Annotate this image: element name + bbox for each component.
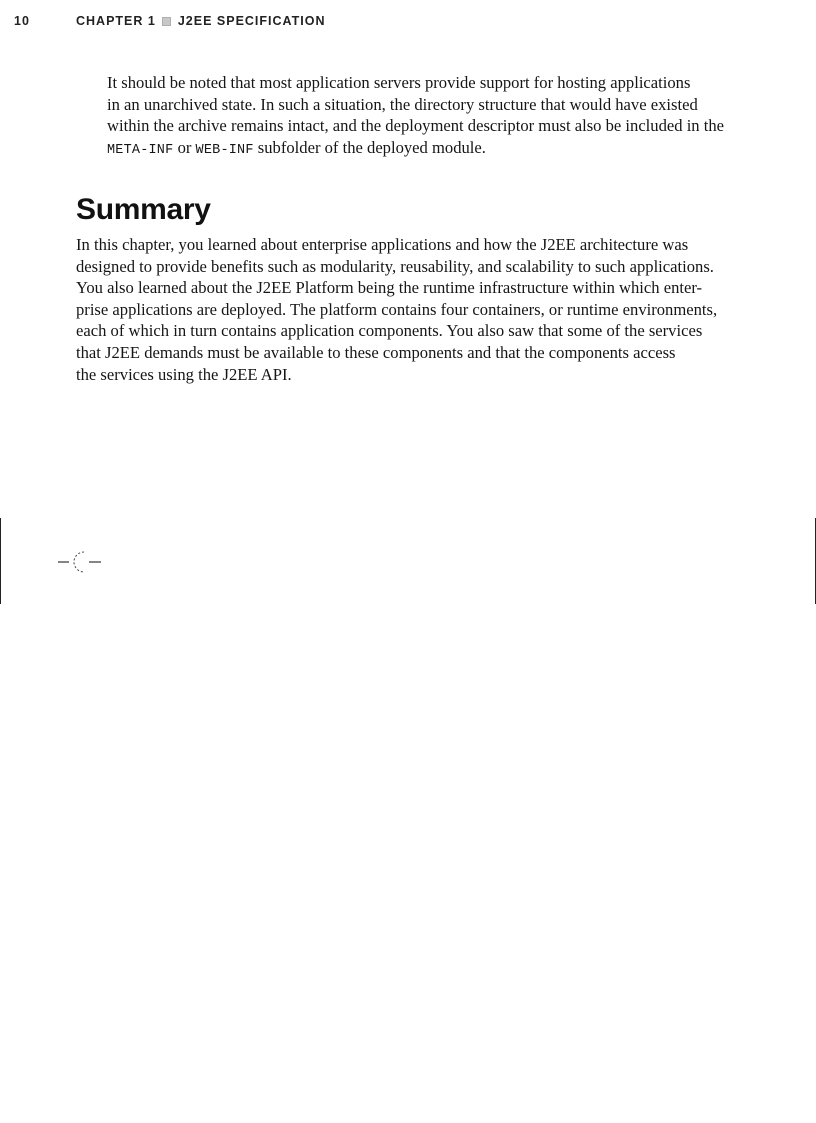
code-meta-inf: META-INF [107,142,174,158]
chapter-title: J2EE SPECIFICATION [177,14,326,28]
running-head [14,12,326,30]
intro-last-line-rest: subfolder of the deployed module. [253,137,486,157]
section-heading-summary: Summary [76,193,211,226]
intro-line: It should be noted that most application servers provide support for hosting applications [107,73,691,92]
connector-text: or [173,137,196,157]
summary-line: that J2EE demands must be available to these components and that the components access [76,342,676,362]
crop-mark-icon [0,518,1,604]
summary-paragraph [76,234,748,385]
intro-paragraph [76,72,748,161]
summary-line: In this chapter, you learned about enterprise applications and how the J2EE architecture was [76,235,689,254]
chapter-label: CHAPTER 1 [76,14,156,28]
intro-line: within the archive remains intact, and the deployment descriptor must also be included in the [107,116,725,136]
summary-line: designed to provide benefits such as modularity, reusability, and scalability to such applications. [76,256,714,276]
summary-line: prise applications are deployed. The platform contains four containers, or runtime environments, [76,299,718,319]
page-number: 10 [14,14,30,28]
summary-line: You also learned about the J2EE Platform being the runtime infrastructure within which enter- [76,278,703,298]
intro-line: in an unarchived state. In such a situation, the directory structure that would have existed [107,94,698,114]
code-web-inf: WEB-INF [195,142,254,158]
registration-mark-icon [56,548,104,576]
summary-line: the services using the J2EE API. [76,364,292,384]
gray-square-icon [162,17,171,26]
intro-last-line [76,137,748,162]
summary-line: each of which in turn contains application components. You also saw that some of the services [76,321,703,341]
